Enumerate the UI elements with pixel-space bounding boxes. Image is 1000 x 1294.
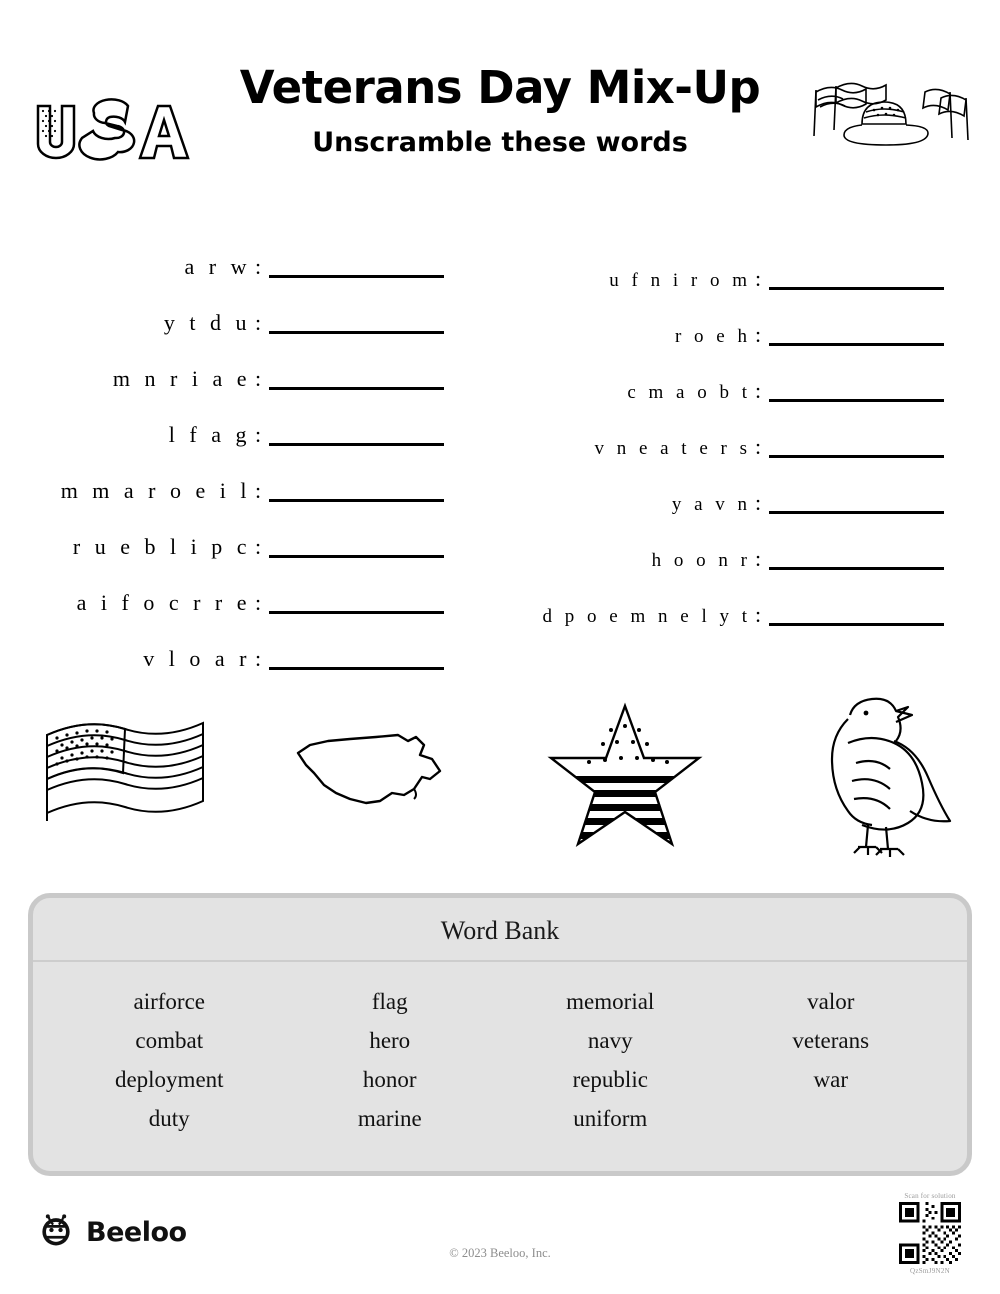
- scrambled-word: r u e b l i p c: [72, 534, 251, 559]
- qr-label: Scan for solution: [904, 1192, 956, 1200]
- brand-name: Beeloo: [86, 1217, 187, 1248]
- bald-eagle-illustration: [750, 685, 1000, 865]
- answer-blank[interactable]: [769, 552, 944, 570]
- colon: :: [755, 378, 762, 403]
- scramble-row: [40, 222, 500, 278]
- colon: :: [255, 590, 262, 615]
- qr-block: [882, 1192, 978, 1275]
- word-bank-word: republic: [572, 1067, 648, 1092]
- answer-blank[interactable]: [769, 496, 944, 514]
- answer-blank[interactable]: [269, 316, 444, 334]
- scrambled-word: l f a g: [168, 422, 251, 447]
- answer-blank[interactable]: [269, 372, 444, 390]
- word-bank-column: [721, 982, 942, 1138]
- word-bank-word: uniform: [573, 1106, 648, 1131]
- colon: :: [755, 602, 762, 627]
- scramble-row: [510, 402, 1000, 458]
- word-bank-panel: [28, 893, 972, 1176]
- scramble-row: [40, 502, 500, 558]
- word-bank-word: navy: [587, 1028, 633, 1053]
- colon: :: [255, 422, 262, 447]
- answer-blank[interactable]: [769, 328, 944, 346]
- scramble-row: [40, 390, 500, 446]
- illustration-row: [0, 680, 1000, 870]
- answer-blank[interactable]: [769, 384, 944, 402]
- patriotic-hat-with-flags-icon: [800, 78, 980, 168]
- scramble-row: [510, 222, 1000, 290]
- page-header: [0, 0, 1000, 200]
- word-bank-column: [59, 982, 280, 1138]
- answer-blank[interactable]: [269, 596, 444, 614]
- answer-blank[interactable]: [769, 440, 944, 458]
- word-bank-word: valor: [807, 989, 855, 1014]
- page-title: Veterans Day Mix-Up: [239, 61, 761, 114]
- word-bank-word: veterans: [792, 1028, 870, 1053]
- scramble-column-left: [0, 222, 500, 670]
- scrambled-word: d p o e m n e l y t: [542, 606, 751, 627]
- page-footer: [0, 1184, 1000, 1294]
- american-flag-illustration: [0, 705, 250, 845]
- scramble-row: [510, 346, 1000, 402]
- scrambled-word: u f n i r o m: [609, 270, 751, 291]
- scramble-row: [40, 558, 500, 614]
- scrambled-word: m n r i a e: [112, 366, 251, 391]
- word-bank-word: airforce: [133, 989, 205, 1014]
- scrambled-word: y a v n: [671, 494, 751, 515]
- scrambled-word: a i f o c r r e: [76, 590, 251, 615]
- scramble-row: [510, 570, 1000, 626]
- colon: :: [755, 266, 762, 291]
- word-bank-word: combat: [135, 1028, 204, 1053]
- answer-blank[interactable]: [769, 272, 944, 290]
- copyright-text: © 2023 Beeloo, Inc.: [449, 1246, 551, 1260]
- colon: :: [255, 646, 262, 671]
- colon: :: [255, 366, 262, 391]
- colon: :: [255, 534, 262, 559]
- word-bank-word: memorial: [566, 989, 655, 1014]
- scrambled-word: a r w: [184, 254, 251, 279]
- scrambled-word: v l o a r: [143, 646, 251, 671]
- word-bank-word: flag: [371, 989, 408, 1014]
- scramble-row: [40, 334, 500, 390]
- colon: :: [755, 434, 762, 459]
- qr-code[interactable]: [899, 1202, 961, 1264]
- answer-blank[interactable]: [269, 260, 444, 278]
- page-subtitle: Unscramble these words: [312, 127, 688, 159]
- scrambled-word: c m a o b t: [627, 382, 751, 403]
- answer-blank[interactable]: [269, 484, 444, 502]
- answer-blank[interactable]: [269, 652, 444, 670]
- word-bank-word: marine: [357, 1106, 422, 1131]
- usa-map-outline-illustration: [250, 715, 500, 835]
- colon: :: [755, 546, 762, 571]
- word-bank-title: Word Bank: [33, 898, 967, 962]
- colon: :: [255, 310, 262, 335]
- scrambled-word: y t d u: [163, 310, 251, 335]
- scrambled-word: h o o n r: [651, 550, 751, 571]
- scramble-column-right: [500, 222, 1000, 670]
- answer-blank[interactable]: [269, 428, 444, 446]
- word-bank-grid: [33, 962, 967, 1138]
- word-bank-column: [280, 982, 501, 1138]
- patriotic-star-illustration: [500, 700, 750, 850]
- colon: :: [255, 478, 262, 503]
- colon: :: [755, 490, 762, 515]
- word-bank-word: honor: [362, 1067, 417, 1092]
- scrambled-word: r o e h: [674, 326, 751, 347]
- colon: :: [755, 322, 762, 347]
- answer-blank[interactable]: [269, 540, 444, 558]
- word-bank-word: deployment: [114, 1067, 224, 1092]
- word-bank-word: duty: [148, 1106, 190, 1131]
- colon: :: [255, 254, 262, 279]
- scramble-row: [510, 458, 1000, 514]
- scramble-row: [40, 278, 500, 334]
- answer-blank[interactable]: [769, 608, 944, 626]
- scramble-row: [40, 446, 500, 502]
- scramble-row: [510, 514, 1000, 570]
- scramble-columns: [0, 222, 1000, 670]
- word-bank-column: [500, 982, 721, 1138]
- qr-id: QzSmJ9N2N: [909, 1267, 951, 1275]
- scrambled-word: m m a r o e i l: [60, 478, 251, 503]
- scramble-row: [510, 290, 1000, 346]
- scramble-row: [40, 614, 500, 670]
- word-bank-word: war: [813, 1067, 848, 1092]
- scrambled-word: v n e a t e r s: [594, 438, 751, 459]
- word-bank-word: hero: [369, 1028, 411, 1053]
